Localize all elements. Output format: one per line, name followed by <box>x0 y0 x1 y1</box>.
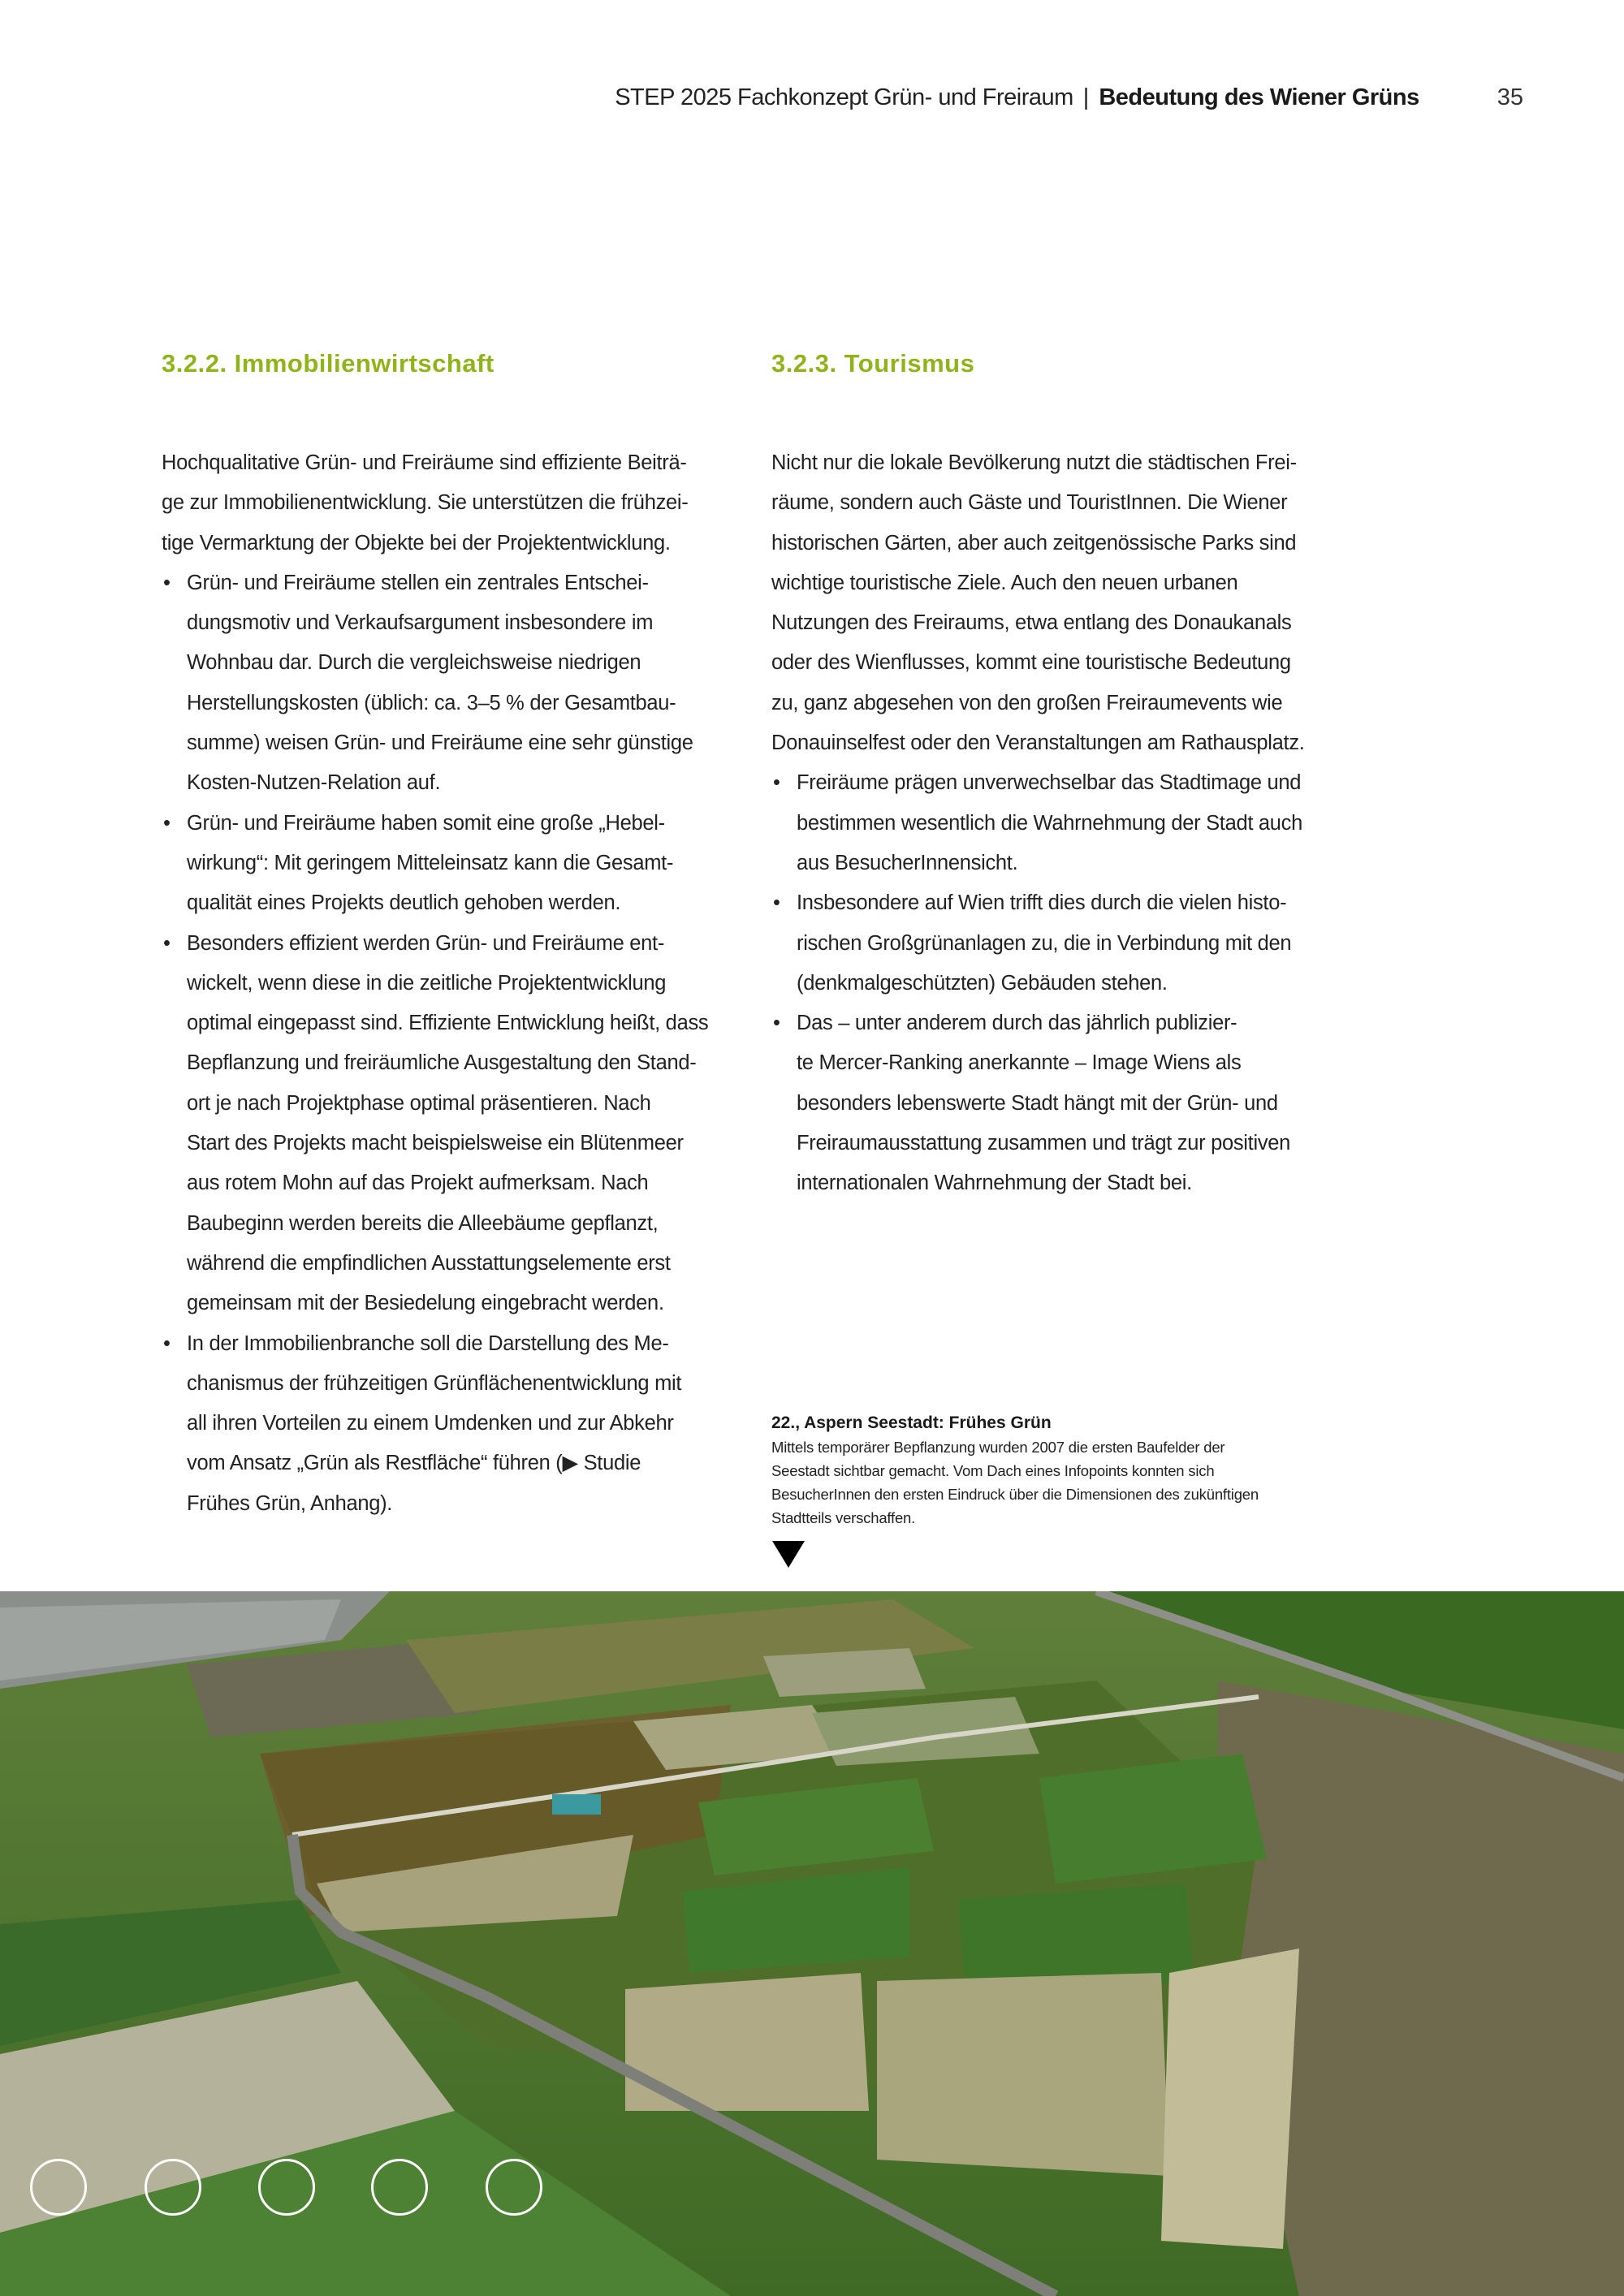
caption-line: Mittels temporärer Bepflanzung wurden 2007 die ersten Baufelder der <box>771 1439 1225 1456</box>
caption-title: 22., Aspern Seestadt: Frühes Grün <box>771 1413 1052 1432</box>
publication-title: STEP 2025 Fachkonzept Grün- und Freiraum <box>615 84 1073 110</box>
line-text: qualität eines Projekts deutlich gehoben werden. <box>187 891 621 915</box>
line-text: Nutzungen des Freiraums, etwa entlang des Donaukanals <box>771 611 1292 635</box>
line-text: Wohnbau dar. Durch die vergleichsweise niedrigen <box>187 651 641 675</box>
bullet-line <box>771 924 1356 964</box>
line-text: chanismus der frühzeitigen Grünflächenentwicklung mit <box>187 1371 682 1395</box>
running-header <box>615 84 1523 111</box>
bullet-icon: • <box>773 891 780 915</box>
section-heading: 3.2.3. Tourismus <box>771 349 975 378</box>
line-text: besonders lebenswerte Stadt hängt mit der Grün- und <box>797 1091 1278 1115</box>
line-text: Kosten-Nutzen-Relation auf. <box>187 771 441 795</box>
line-text: tige Vermarktung der Objekte bei der Projektentwicklung. <box>162 531 671 555</box>
line-text: Start des Projekts macht beispielsweise ein Blütenmeer <box>187 1132 684 1155</box>
bullet-line <box>162 723 746 763</box>
line-text: ort je nach Projektphase optimal präsentieren. Nach <box>187 1091 651 1115</box>
line-text: vom Ansatz „Grün als Restfläche“ führen (▶ Studie <box>187 1452 641 1475</box>
line-text: zu, ganz abgesehen von den großen Freiraumevents wie <box>771 691 1283 714</box>
bullet-line <box>771 964 1356 1003</box>
line-text: dungsmotiv und Verkaufsargument insbesondere im <box>187 611 654 635</box>
paragraph-line <box>771 443 1356 483</box>
line-text: (denkmalgeschützten) Gebäuden stehen. <box>797 971 1168 995</box>
bullet-icon: • <box>163 1331 171 1355</box>
line-text: während die empfindlichen Ausstattungselemente erst <box>187 1251 671 1275</box>
bullet-line <box>162 1484 746 1524</box>
line-text: ge zur Immobilienentwicklung. Sie unterstützen die frühzei- <box>162 491 689 515</box>
line-text: rischen Großgrünanlagen zu, die in Verbindung mit den <box>797 931 1292 955</box>
bullet-line <box>162 563 746 603</box>
line-text: aus BesucherInnensicht. <box>797 851 1018 874</box>
down-triangle-icon <box>772 1541 805 1568</box>
section-title: Bedeutung des Wiener Grüns <box>1099 84 1419 110</box>
bullet-line <box>162 1324 746 1364</box>
caption-line: BesucherInnen den ersten Eindruck über die Dimensionen des zukünftigen <box>771 1486 1259 1503</box>
line-text: Besonders effizient werden Grün- und Freiräume ent- <box>187 931 665 955</box>
bullet-line <box>771 1084 1356 1124</box>
header-separator: | <box>1082 84 1090 110</box>
bullet-icon: • <box>773 771 780 795</box>
line-text: all ihren Vorteilen zu einem Umdenken und zur Abkehr <box>187 1412 674 1435</box>
bullet-line <box>771 844 1356 883</box>
paragraph-line <box>771 563 1356 603</box>
bullet-icon: • <box>163 931 171 955</box>
line-text: Insbesondere auf Wien trifft dies durch die vielen histo- <box>797 891 1287 915</box>
line-text: Baubeginn werden bereits die Alleebäume gepflanzt, <box>187 1211 659 1235</box>
paragraph-line <box>771 603 1356 643</box>
bullet-icon: • <box>163 811 171 835</box>
bullet-line <box>771 1163 1356 1203</box>
caption-line: Stadtteils verschaffen. <box>771 1509 916 1526</box>
line-text: Freiraumausstattung zusammen und trägt zur positiven <box>797 1132 1291 1155</box>
section-body <box>771 443 1356 1204</box>
line-text: Grün- und Freiräume haben somit eine große „Hebel- <box>187 811 665 835</box>
bullet-line <box>771 804 1356 844</box>
bullet-line <box>162 844 746 883</box>
bullet-line <box>162 804 746 844</box>
bullet-line <box>162 1003 746 1043</box>
navigation-dot[interactable] <box>145 2159 201 2216</box>
line-text: summe) weisen Grün- und Freiräume eine sehr günstige <box>187 732 693 755</box>
line-text: Nicht nur die lokale Bevölkerung nutzt die städtischen Frei- <box>771 451 1297 474</box>
bullet-line <box>162 964 746 1003</box>
bullet-line <box>162 924 746 964</box>
line-text: Grün- und Freiräume stellen ein zentrales Entschei- <box>187 571 649 594</box>
line-text: räume, sondern auch Gäste und TouristInnen. Die Wiener <box>771 491 1288 515</box>
line-text: wichtige touristische Ziele. Auch den neuen urbanen <box>771 571 1238 594</box>
bullet-line <box>162 684 746 723</box>
line-text: te Mercer-Ranking anerkannte – Image Wiens als <box>797 1051 1242 1075</box>
bullet-line <box>771 763 1356 803</box>
section-heading: 3.2.2. Immobilienwirtschaft <box>162 349 495 378</box>
line-text: In der Immobilienbranche soll die Darstellung des Me- <box>187 1331 669 1355</box>
line-text: bestimmen wesentlich die Wahrnehmung der Stadt auch <box>797 811 1303 835</box>
line-text: Frühes Grün, Anhang). <box>187 1491 393 1515</box>
line-text: gemeinsam mit der Besiedelung eingebracht werden. <box>187 1292 664 1315</box>
paragraph-line <box>162 483 746 523</box>
bullet-line <box>771 1003 1356 1043</box>
bullet-line <box>162 1084 746 1124</box>
bullet-line <box>162 1444 746 1483</box>
aerial-photo-aspern <box>0 1591 1624 2296</box>
line-text: Herstellungskosten (üblich: ca. 3–5 % der Gesamtbau- <box>187 691 676 714</box>
line-text: Das – unter anderem durch das jährlich publizier- <box>797 1012 1237 1035</box>
caption-text <box>771 1435 1372 1530</box>
page-number: 35 <box>1497 84 1523 110</box>
paragraph-line <box>771 483 1356 523</box>
line-text: oder des Wienflusses, kommt eine touristische Bedeutung <box>771 651 1291 675</box>
line-text: Freiräume prägen unverwechselbar das Stadtimage und <box>797 771 1302 795</box>
bullet-line <box>162 1284 746 1323</box>
line-text: internationalen Wahrnehmung der Stadt bei. <box>797 1172 1192 1195</box>
column-immobilienwirtschaft <box>162 349 746 1524</box>
section-body <box>162 443 746 1524</box>
bullet-line <box>162 1163 746 1203</box>
line-text: historischen Gärten, aber auch zeitgenössische Parks sind <box>771 531 1297 555</box>
caption-line: Seestadt sichtbar gemacht. Vom Dach eines Infopoints konnten sich <box>771 1462 1215 1479</box>
bullet-line <box>162 763 746 803</box>
figure-caption <box>771 1411 1372 1530</box>
line-text: Hochqualitative Grün- und Freiräume sind effiziente Beiträ- <box>162 451 687 474</box>
line-text: Bepflanzung und freiräumliche Ausgestaltung den Stand- <box>187 1051 697 1075</box>
paragraph-line <box>771 723 1356 763</box>
bullet-line <box>162 883 746 923</box>
bullet-line <box>162 1043 746 1083</box>
bullet-line <box>771 883 1356 923</box>
navigation-dot[interactable] <box>30 2159 87 2216</box>
bullet-icon: • <box>773 1012 780 1035</box>
paragraph-line <box>162 443 746 483</box>
bullet-icon: • <box>163 571 171 594</box>
navigation-dot[interactable] <box>486 2159 542 2216</box>
paragraph-line <box>162 524 746 563</box>
bullet-line <box>162 1364 746 1404</box>
bullet-line <box>771 1043 1356 1083</box>
line-text: aus rotem Mohn auf das Projekt aufmerksam. Nach <box>187 1172 649 1195</box>
line-text: wickelt, wenn diese in die zeitliche Projektentwicklung <box>187 971 667 995</box>
line-text: Donauinselfest oder den Veranstaltungen am Rathausplatz. <box>771 732 1305 755</box>
line-text: optimal eingepasst sind. Effiziente Entwicklung heißt, dass <box>187 1012 709 1035</box>
bullet-line <box>162 643 746 683</box>
bullet-line <box>771 1124 1356 1163</box>
line-text: wirkung“: Mit geringem Mitteleinsatz kann die Gesamt- <box>187 851 674 874</box>
bullet-line <box>162 603 746 643</box>
paragraph-line <box>771 684 1356 723</box>
bullet-line <box>162 1404 746 1444</box>
navigation-dot[interactable] <box>258 2159 315 2216</box>
column-tourismus <box>771 349 1356 1204</box>
bullet-line <box>162 1244 746 1284</box>
paragraph-line <box>771 643 1356 683</box>
bullet-line <box>162 1124 746 1163</box>
bullet-line <box>162 1204 746 1244</box>
navigation-dot[interactable] <box>371 2159 428 2216</box>
paragraph-line <box>771 524 1356 563</box>
